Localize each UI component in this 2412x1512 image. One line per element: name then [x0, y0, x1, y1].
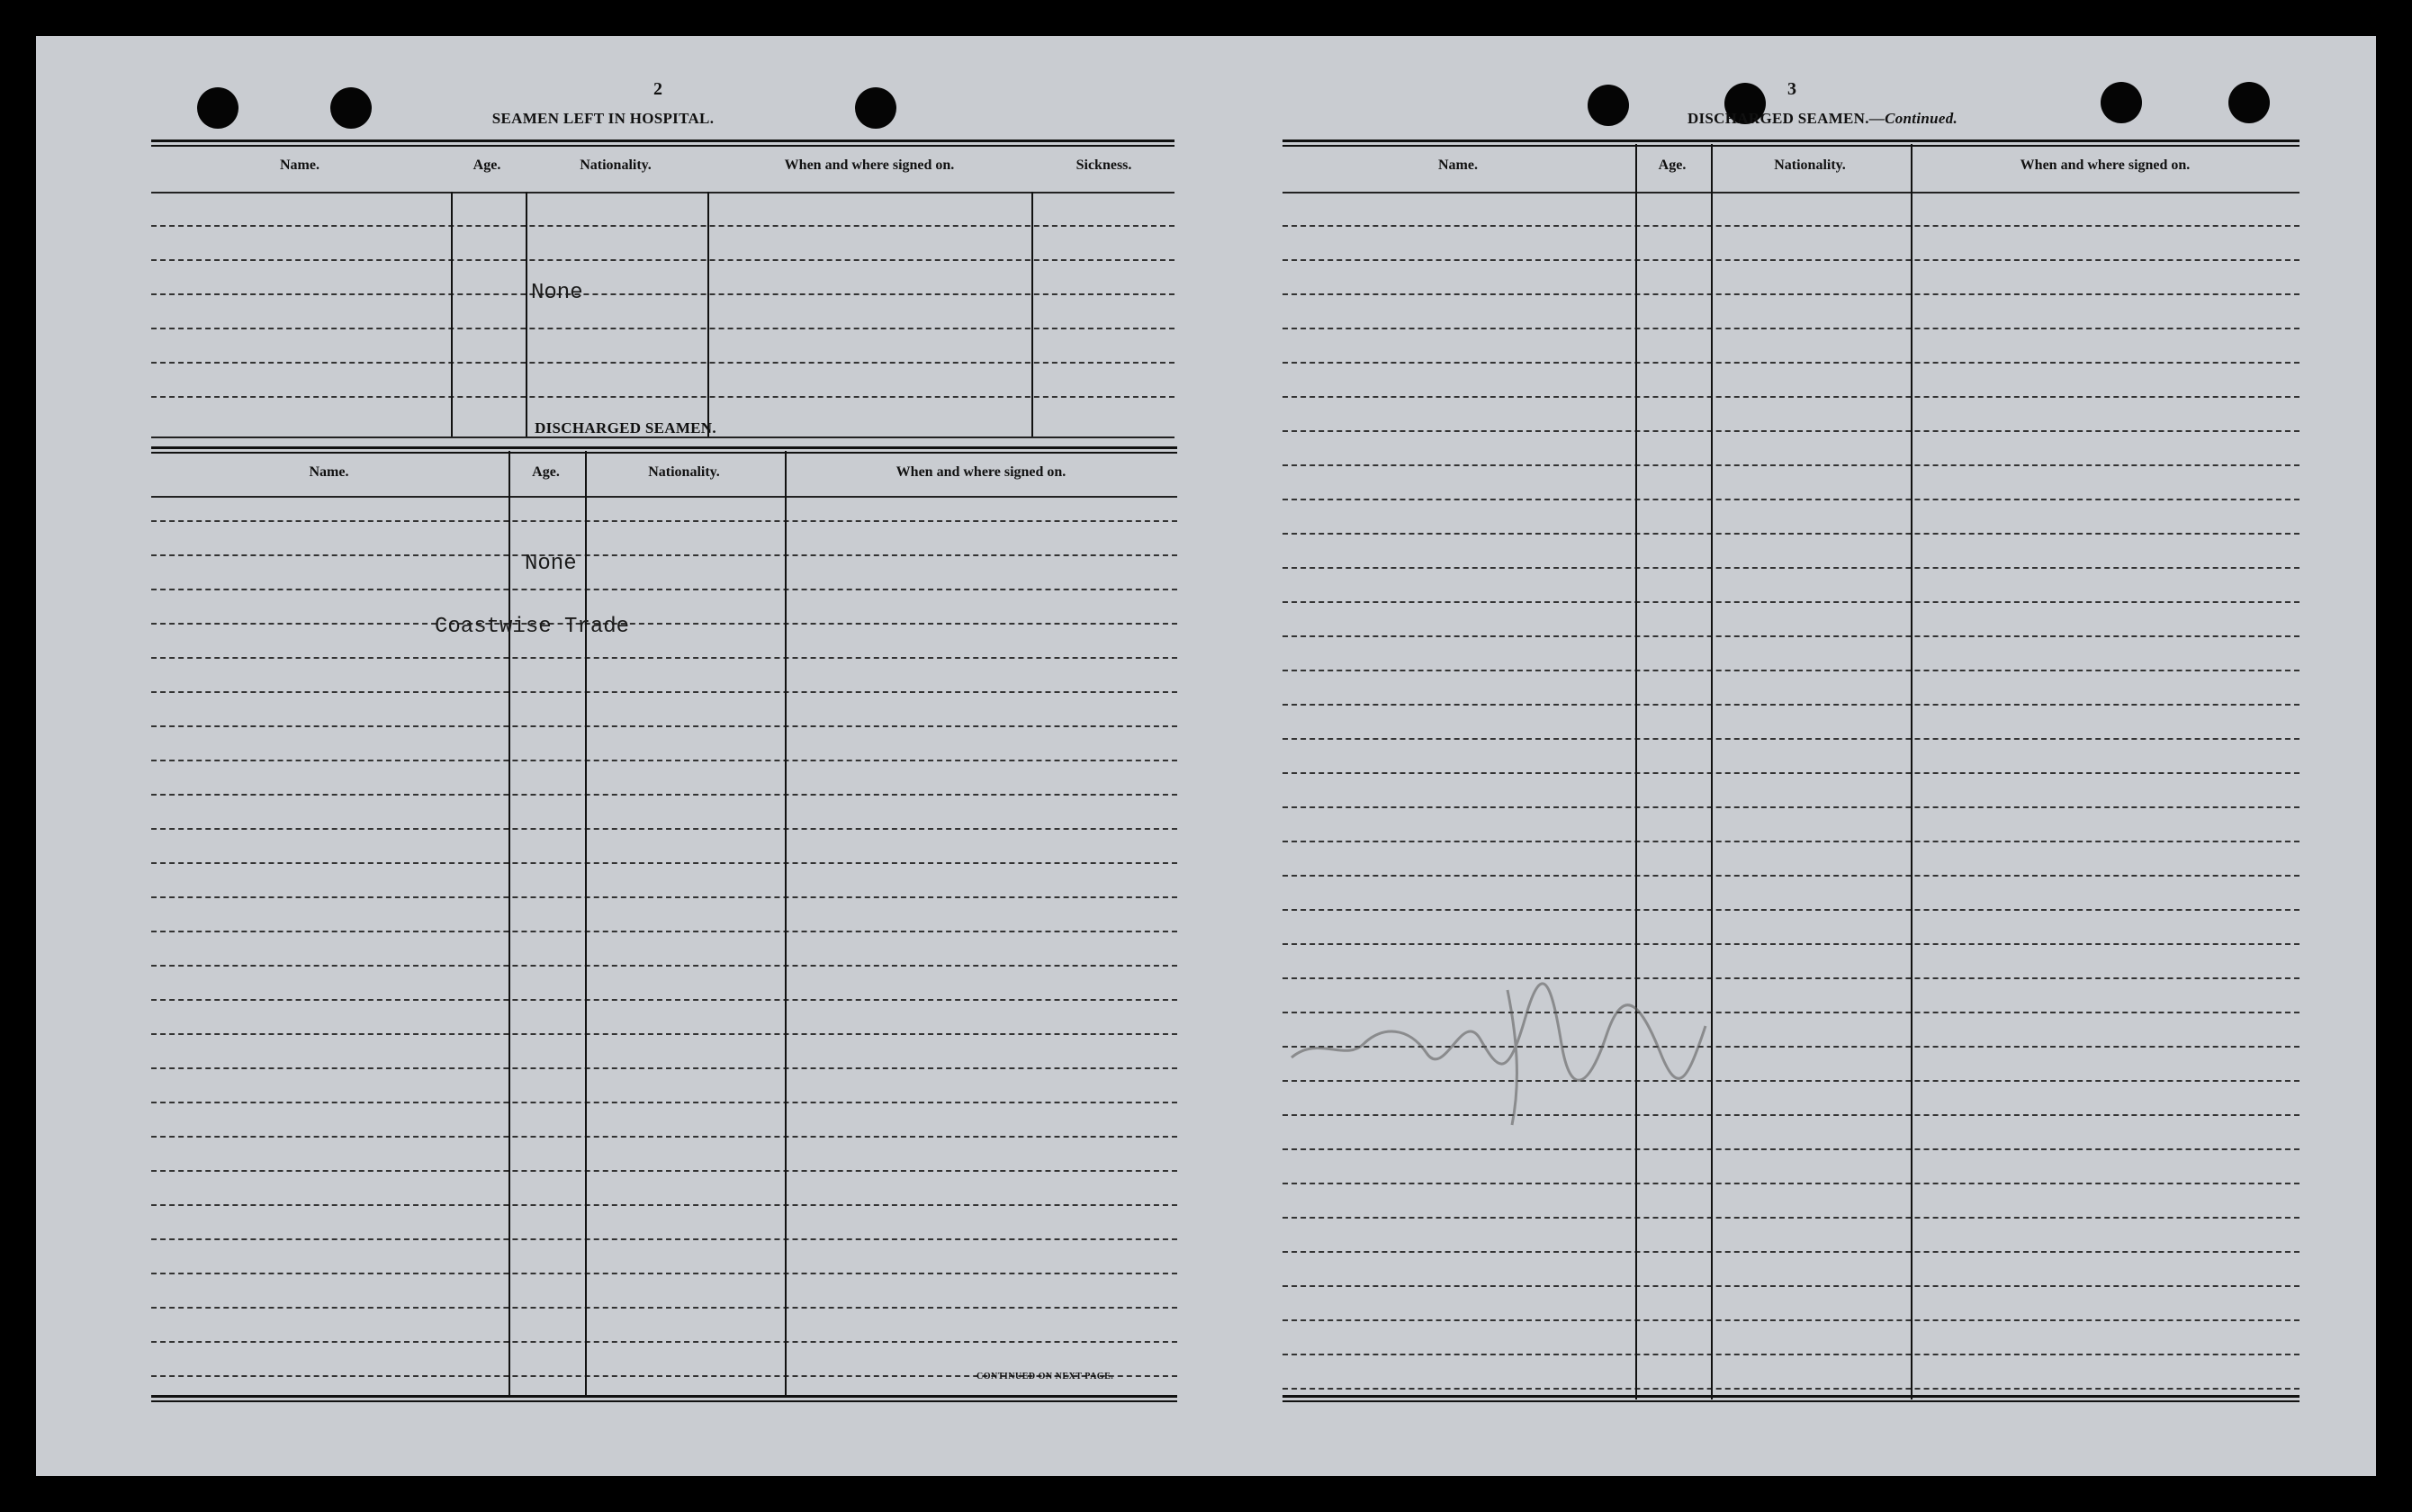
entry-line	[151, 328, 1174, 329]
entry-line	[1282, 806, 2300, 808]
entry-line	[1282, 1285, 2300, 1287]
entry-line	[1282, 909, 2300, 911]
table-top-rule	[151, 140, 1174, 142]
column-header-signed-on: When and where signed on.	[896, 464, 1066, 480]
entry-line	[151, 1033, 1177, 1035]
table-bottom-rule	[151, 1395, 1177, 1398]
column-header-age: Age.	[472, 158, 501, 173]
entry-line	[1282, 1388, 2300, 1390]
column-divider	[526, 192, 527, 436]
entry-line	[151, 1136, 1177, 1138]
discharged-table-left	[151, 446, 1177, 1400]
entry-line	[1282, 328, 2300, 329]
entry-line	[1282, 259, 2300, 261]
column-header-nationality: Nationality.	[648, 464, 720, 480]
column-divider	[1031, 192, 1033, 436]
discharged-section-title: DISCHARGED SEAMEN.	[535, 419, 716, 436]
hospital-table	[151, 140, 1174, 450]
hospital-section-title: SEAMEN LEFT IN HOSPITAL.	[491, 110, 715, 127]
entry-line	[1282, 635, 2300, 637]
column-header-signed-on: When and where signed on.	[784, 158, 955, 173]
entry-line	[1282, 1148, 2300, 1150]
entry-line	[1282, 396, 2300, 398]
entry-line	[151, 259, 1174, 261]
entry-line	[151, 225, 1174, 227]
entry-line	[151, 760, 1177, 761]
header-rule	[1282, 192, 2300, 194]
column-divider	[1711, 144, 1713, 1400]
entry-line	[1282, 1183, 2300, 1184]
entry-line	[1282, 704, 2300, 706]
column-divider	[508, 451, 510, 1398]
entry-line	[1282, 1251, 2300, 1253]
entry-line	[1282, 464, 2300, 466]
column-divider	[707, 192, 709, 436]
right-page	[1282, 36, 2344, 1440]
discharged-entry-trade: Coastwise Trade	[435, 615, 630, 639]
entry-line	[151, 293, 1174, 295]
column-divider	[1911, 144, 1912, 1400]
entry-line	[151, 862, 1177, 864]
entry-line	[151, 896, 1177, 898]
column-header-signed-on: When and where signed on.	[2020, 158, 2191, 173]
entry-line	[151, 1307, 1177, 1309]
continued-label: —Continued.	[1868, 110, 1958, 127]
entry-line	[1282, 1217, 2300, 1219]
entry-line	[151, 1170, 1177, 1172]
entry-line	[1282, 567, 2300, 569]
entry-line	[151, 1341, 1177, 1343]
entry-line	[151, 554, 1177, 556]
entry-line	[151, 623, 1177, 625]
entry-line	[1282, 943, 2300, 945]
column-header-name: Name.	[1438, 158, 1478, 173]
continued-footer: CONTINUED ON NEXT PAGE.	[976, 1372, 1114, 1382]
entry-line	[1282, 601, 2300, 603]
table-top-rule	[1282, 140, 2300, 142]
page-number: 2	[653, 79, 662, 99]
column-header-nationality: Nationality.	[580, 158, 652, 173]
entry-line	[1282, 362, 2300, 364]
entry-line	[151, 691, 1177, 693]
discharged-entry-none: None	[525, 552, 577, 576]
column-header-name: Name.	[309, 464, 349, 480]
table-top-rule	[151, 446, 1177, 449]
entry-line	[151, 1204, 1177, 1206]
entry-line	[151, 931, 1177, 932]
hospital-entry-none: None	[531, 281, 583, 305]
column-header-sickness: Sickness.	[1076, 158, 1132, 173]
entry-line	[1282, 875, 2300, 877]
handwritten-signature	[1282, 954, 1750, 1134]
entry-line	[151, 1238, 1177, 1240]
entry-line	[1282, 225, 2300, 227]
discharged-continued-title	[1634, 110, 2012, 128]
entry-line	[151, 657, 1177, 659]
entry-line	[1282, 738, 2300, 740]
entry-line	[151, 589, 1177, 590]
entry-line	[151, 1273, 1177, 1274]
column-header-age: Age.	[532, 464, 560, 480]
entry-line	[1282, 1319, 2300, 1321]
entry-line	[151, 1067, 1177, 1069]
entry-line	[1282, 430, 2300, 432]
entry-line	[151, 362, 1174, 364]
table-bottom-rule	[1282, 1395, 2300, 1398]
entry-line	[151, 520, 1177, 522]
entry-line	[151, 828, 1177, 830]
document-sheet	[36, 36, 2376, 1476]
entry-line	[151, 794, 1177, 796]
column-divider	[1635, 144, 1637, 1400]
entry-line	[1282, 772, 2300, 774]
column-divider	[785, 451, 787, 1398]
entry-line	[151, 965, 1177, 967]
column-header-age: Age.	[1658, 158, 1687, 173]
discharged-table-right	[1282, 140, 2300, 1404]
discharged-title-text: DISCHARGED SEAMEN.	[1687, 110, 1869, 127]
entry-line	[151, 725, 1177, 727]
entry-line	[1282, 499, 2300, 500]
entry-line	[151, 999, 1177, 1001]
column-header-name: Name.	[280, 158, 320, 173]
entry-line	[1282, 1354, 2300, 1355]
entry-line	[1282, 533, 2300, 535]
column-divider	[451, 192, 453, 436]
page-number: 3	[1787, 79, 1796, 99]
entry-line	[151, 396, 1174, 398]
entry-line	[1282, 670, 2300, 671]
entry-line	[1282, 841, 2300, 842]
column-header-nationality: Nationality.	[1774, 158, 1846, 173]
header-rule	[151, 496, 1177, 498]
column-divider	[585, 451, 587, 1398]
entry-line	[151, 1102, 1177, 1103]
entry-line	[1282, 293, 2300, 295]
header-rule	[151, 192, 1174, 194]
left-page	[117, 36, 1174, 1440]
